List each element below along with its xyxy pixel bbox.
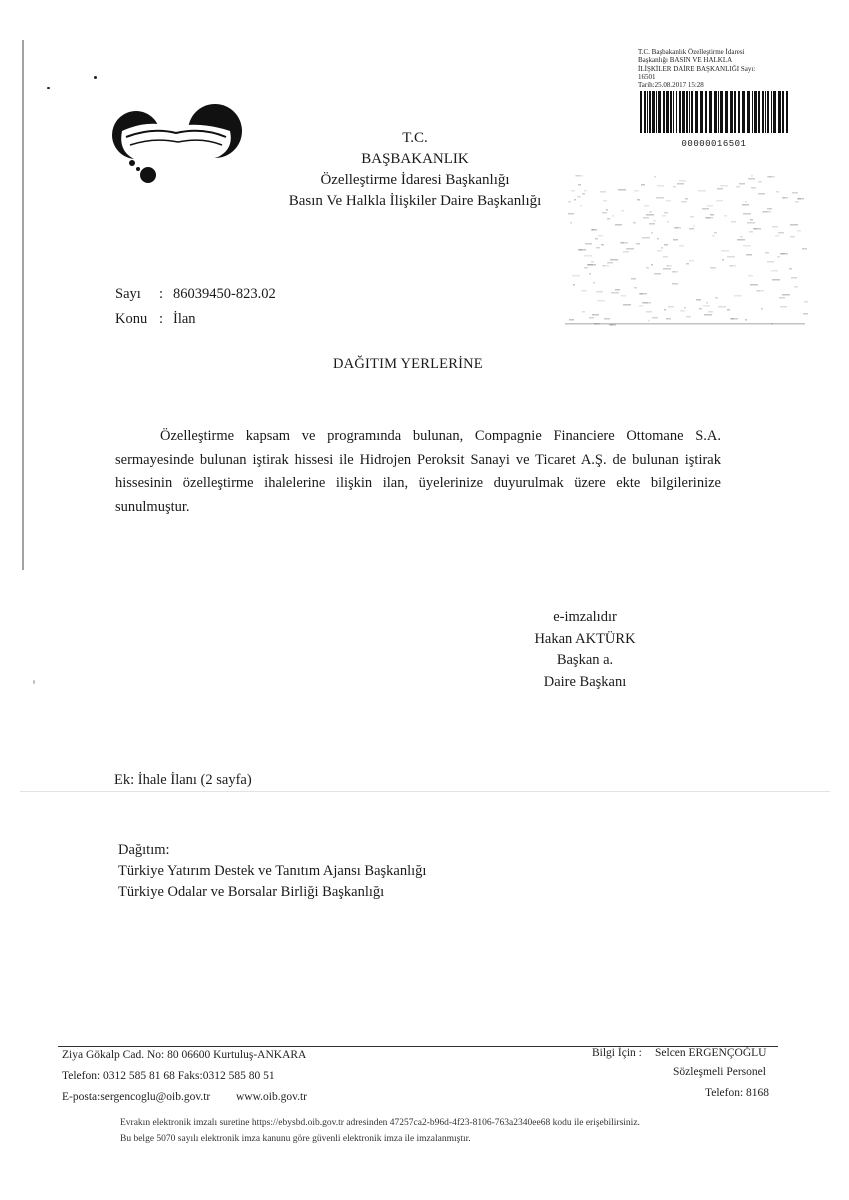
- redaction-noise: [643, 302, 651, 304]
- redaction-noise: [602, 212, 607, 214]
- barcode-bar: [718, 91, 719, 133]
- redaction-noise: [771, 270, 778, 272]
- redaction-noise: [679, 245, 684, 247]
- redaction-noise: [578, 184, 581, 186]
- redaction-noise: [637, 199, 640, 201]
- redaction-noise: [621, 210, 624, 212]
- stamp-line: İLİŞKİLER DAİRE BAŞKANLIĞI Sayı:: [638, 64, 756, 73]
- header-line: Özelleştirme İdaresi Başkanlığı: [320, 172, 510, 188]
- barcode-bar: [778, 91, 781, 133]
- konu-label: Konu: [115, 311, 148, 327]
- redaction-noise: [715, 297, 718, 299]
- redaction-noise: [634, 287, 637, 289]
- redaction-noise: [672, 283, 678, 285]
- redaction-noise: [781, 253, 788, 255]
- redaction-noise: [588, 264, 596, 266]
- footer-email: E-posta:sergencoglu@oib.gov.tr: [62, 1091, 211, 1103]
- redaction-noise: [702, 208, 709, 210]
- barcode-bar: [714, 91, 717, 133]
- redaction-noise: [751, 187, 756, 189]
- redaction-noise: [776, 191, 779, 193]
- redaction-noise: [651, 264, 653, 266]
- redaction-noise: [595, 238, 598, 240]
- redaction-noise: [722, 259, 724, 261]
- barcode-bar: [649, 91, 651, 133]
- barcode-bar: [705, 91, 707, 133]
- redaction-noise: [581, 290, 587, 292]
- redaction-noise: [582, 311, 585, 313]
- redaction-noise: [720, 185, 728, 187]
- reference-subject: [115, 310, 196, 328]
- redaction-noise: [611, 292, 619, 294]
- barcode-bar: [700, 91, 703, 133]
- redaction-noise: [572, 275, 580, 277]
- redaction-noise: [686, 263, 689, 265]
- redaction-noise: [673, 186, 676, 188]
- redaction-noise: [710, 267, 716, 269]
- redaction-noise: [778, 232, 784, 234]
- redaction-noise: [597, 300, 605, 302]
- barcode: [638, 91, 790, 133]
- barcode-bar: [679, 91, 681, 133]
- redaction-noise: [677, 183, 684, 185]
- redaction-noise: [681, 201, 687, 203]
- barcode-bar: [752, 91, 753, 133]
- redaction-noise: [593, 282, 595, 284]
- redaction-noise: [746, 254, 752, 256]
- barcode-bar: [765, 91, 766, 133]
- redaction-noise: [649, 223, 655, 225]
- redaction-noise: [576, 175, 583, 177]
- barcode-bar: [676, 91, 677, 133]
- barcode-bar: [730, 91, 733, 133]
- redaction-noise: [649, 211, 652, 213]
- attachment-note: Ek: İhale İlanı (2 sayfa): [114, 772, 252, 788]
- footer-address: Ziya Gökalp Cad. No: 80 06600 Kurtuluş-ANKARA: [62, 1049, 307, 1061]
- redaction-noise: [607, 262, 613, 264]
- redaction-noise: [633, 222, 636, 224]
- redaction-noise: [582, 193, 585, 195]
- barcode-bar: [686, 91, 688, 133]
- redaction-noise: [797, 230, 801, 232]
- redaction-noise: [750, 284, 758, 286]
- redaction-noise: [663, 268, 671, 270]
- oib-logo: [108, 97, 248, 187]
- redaction-noise: [740, 236, 743, 238]
- redaction-noise: [780, 306, 787, 308]
- redaction-noise: [767, 208, 772, 210]
- barcode-bar: [640, 91, 642, 133]
- redaction-noise: [592, 314, 599, 316]
- redaction-noise: [657, 185, 664, 187]
- redaction-noise: [729, 265, 733, 267]
- redaction-noise: [792, 224, 798, 226]
- redaction-noise: [742, 204, 749, 206]
- distribution-item: Türkiye Odalar ve Borsalar Birliği Başkanlığı: [118, 884, 385, 900]
- redaction-noise: [648, 320, 650, 322]
- barcode-bar: [652, 91, 655, 133]
- stamp-line: 16501: [638, 72, 656, 81]
- recipient-heading: DAĞITIM YERLERİNE: [333, 356, 483, 372]
- redaction-noise: [782, 294, 790, 296]
- redaction-noise: [689, 260, 694, 262]
- redaction-noise: [646, 311, 652, 313]
- redaction-noise: [745, 319, 747, 321]
- redaction-noise: [704, 314, 712, 316]
- redaction-noise: [761, 308, 763, 310]
- redaction-noise: [674, 227, 678, 229]
- signature-line: Başkan a.: [556, 652, 614, 668]
- redaction-noise: [743, 213, 751, 215]
- redaction-noise: [604, 318, 610, 320]
- redaction-noise: [777, 256, 780, 258]
- redaction-noise: [664, 244, 668, 246]
- barcode-bar: [767, 91, 769, 133]
- redaction-noise: [731, 318, 734, 320]
- signature-line: e-imzalıdır: [553, 609, 617, 625]
- redaction-noise: [698, 190, 706, 192]
- letter-body: Özelleştirme kapsam ve programında bulunan, Compagnie Financiere Ottomane S.A. sermayesinde bulunan iştirak hissesi ile Hidrojen Peroksit Sanayi ve Ticaret A.Ş. de bulunan iştirak hissesinin özelleştirme ihalelerine ilişkin ilan, üyelerinize duyurulmak üzere ekte bilgilerinize sunulmuştur.: [115, 428, 721, 515]
- barcode-bar: [786, 91, 788, 133]
- redaction-noise: [584, 190, 587, 192]
- redaction-noise: [795, 201, 799, 203]
- redaction-noise: [734, 295, 742, 297]
- redaction-noise: [666, 200, 671, 202]
- redaction-noise: [748, 275, 753, 277]
- redaction-noise: [654, 176, 656, 178]
- barcode-bar: [742, 91, 745, 133]
- redaction-noise: [621, 295, 626, 297]
- redaction-noise: [679, 180, 686, 182]
- redaction-noise: [727, 256, 735, 258]
- redaction-noise: [646, 267, 649, 269]
- redaction-noise: [591, 261, 594, 263]
- redaction-noise: [686, 316, 691, 318]
- redaction-noise: [621, 242, 624, 244]
- esignature-law-note: Bu belge 5070 sayılı elektronik imza kanunu göre güvenli elektronik imza ile imzalanmıştır.: [120, 1134, 471, 1144]
- distribution-title: Dağıtım:: [118, 842, 170, 858]
- redaction-noise: [803, 313, 808, 315]
- barcode-bar: [738, 91, 740, 133]
- barcode-number: 00000016501: [681, 139, 747, 150]
- redaction-noise: [680, 310, 685, 312]
- redaction-noise: [584, 267, 588, 269]
- barcode-bar: [782, 91, 784, 133]
- redaction-noise: [589, 317, 594, 319]
- redaction-noise: [654, 273, 661, 275]
- redaction-noise: [646, 214, 654, 216]
- barcode-bar: [691, 91, 693, 133]
- redaction-noise: [651, 232, 653, 234]
- redaction-noise: [636, 243, 640, 245]
- info-phone: Telefon: 8168: [705, 1087, 770, 1099]
- barcode-bar: [647, 91, 648, 133]
- redaction-noise: [767, 261, 774, 263]
- barcode-bar: [689, 91, 690, 133]
- barcode-bar: [695, 91, 698, 133]
- scan-rule: [20, 791, 830, 792]
- redaction-noise: [640, 293, 643, 295]
- header-line: BAŞBAKANLIK: [361, 151, 469, 167]
- info-title: Sözleşmeli Personel: [673, 1066, 766, 1078]
- redaction-noise: [772, 226, 778, 228]
- redaction-noise: [743, 245, 751, 247]
- redaction-noise: [603, 200, 607, 202]
- redaction-noise: [707, 205, 713, 207]
- redaction-noise: [626, 248, 634, 250]
- redaction-noise: [656, 197, 664, 199]
- redaction-noise: [574, 199, 576, 201]
- redaction-noise: [668, 306, 674, 308]
- redaction-noise: [569, 319, 574, 321]
- redaction-noise: [737, 239, 745, 241]
- info-label: Bilgi İçin :: [592, 1047, 642, 1059]
- redaction-noise: [589, 273, 591, 275]
- redaction-noise: [802, 248, 807, 250]
- redaction-noise: [666, 265, 669, 267]
- redaction-noise: [765, 252, 769, 254]
- redaction-noise: [623, 251, 629, 253]
- redaction-noise: [706, 302, 708, 304]
- redaction-noise: [775, 235, 779, 237]
- redaction-noise: [798, 198, 804, 200]
- redaction-noise: [804, 301, 808, 303]
- redaction-noise: [757, 290, 760, 292]
- verification-note: Evrakın elektronik imzalı suretine https://ebysbd.oib.gov.tr adresinden 47257ca2-b96d-4f23-8106-763a2340ee68 kodu ile erişebilirsiniz.: [120, 1118, 640, 1128]
- redaction-noise: [739, 183, 745, 185]
- header-line: T.C.: [402, 130, 428, 146]
- redaction-noise: [747, 222, 755, 224]
- barcode-bar: [644, 91, 646, 133]
- redaction-noise: [721, 250, 729, 252]
- redaction-noise: [690, 216, 694, 218]
- redaction-noise: [748, 178, 755, 180]
- scan-speck: [47, 87, 50, 89]
- reference-number: [115, 285, 276, 303]
- redaction-noise: [750, 219, 753, 221]
- redaction-noise: [615, 224, 622, 226]
- redaction-noise: [584, 255, 592, 257]
- institution-header: [260, 128, 570, 212]
- redaction-noise: [577, 196, 581, 198]
- redaction-noise: [601, 244, 604, 246]
- redaction-noise: [568, 201, 571, 203]
- barcode-bar: [771, 91, 772, 133]
- redaction-noise: [568, 213, 574, 215]
- redaction-noise: [783, 197, 788, 199]
- redaction-noise: [685, 198, 688, 200]
- redaction-noise: [623, 304, 631, 306]
- redaction-noise: [620, 189, 626, 191]
- separator: :: [159, 286, 164, 302]
- redaction-noise: [792, 192, 798, 194]
- sayi-label: Sayı: [115, 286, 141, 302]
- redaction-noise: [657, 250, 662, 252]
- redaction-noise: [653, 220, 656, 222]
- redaction-noise: [745, 201, 747, 203]
- barcode-bar: [758, 91, 760, 133]
- redaction-noise: [789, 268, 792, 270]
- redaction-noise: [696, 299, 701, 301]
- redaction-noise: [663, 256, 668, 258]
- stamp-line: Tarih:25.08.2017 15:28: [638, 81, 704, 90]
- redaction-noise: [585, 243, 592, 245]
- redaction-noise: [779, 297, 785, 299]
- redaction-noise: [610, 259, 618, 261]
- konu-value: İlan: [173, 311, 196, 327]
- redaction-noise: [565, 323, 805, 325]
- redaction-noise: [754, 228, 757, 230]
- redaction-noise: [716, 200, 723, 202]
- redaction-noise: [607, 218, 610, 220]
- stamp-line: Başkanlığı BASIN VE HALKLA: [638, 56, 733, 65]
- scan-speck: [33, 680, 35, 684]
- barcode-bar: [747, 91, 750, 133]
- redaction-noise: [790, 236, 795, 238]
- redaction-noise: [673, 239, 678, 241]
- barcode-bar: [709, 91, 712, 133]
- redaction-noise: [631, 278, 636, 280]
- redaction-noise: [689, 228, 694, 230]
- barcode-bar: [673, 91, 674, 133]
- redaction-noise: [693, 225, 695, 227]
- signature-block: [520, 607, 650, 693]
- redaction-noise: [639, 305, 643, 307]
- redaction-noise: [591, 229, 594, 231]
- redaction-noise: [794, 286, 798, 288]
- redaction-noise: [661, 247, 663, 249]
- redaction-noise: [641, 184, 645, 186]
- redaction-noise: [600, 191, 606, 193]
- header-line: Basın Ve Halkla İlişkiler Daire Başkanlığı: [288, 193, 542, 209]
- redaction-noise: [731, 221, 736, 223]
- redaction-noise: [570, 222, 572, 224]
- redacted-area: [565, 170, 810, 330]
- distribution-list: [118, 840, 426, 903]
- sayi-value: 86039450-823.02: [173, 286, 276, 302]
- barcode-bar: [762, 91, 764, 133]
- redaction-noise: [596, 247, 600, 249]
- redaction-noise: [718, 306, 726, 308]
- redaction-noise: [652, 317, 658, 319]
- redaction-noise: [699, 308, 702, 310]
- redaction-noise: [618, 189, 620, 191]
- redaction-noise: [791, 277, 797, 279]
- redaction-noise: [606, 209, 608, 211]
- barcode-bar: [663, 91, 665, 133]
- redaction-noise: [664, 212, 668, 214]
- redaction-noise: [615, 289, 620, 291]
- redaction-noise: [644, 205, 649, 207]
- redaction-noise: [772, 279, 780, 281]
- redaction-noise: [714, 232, 717, 234]
- redaction-noise: [596, 291, 603, 293]
- redaction-noise: [749, 231, 753, 233]
- redaction-noise: [571, 190, 575, 192]
- barcode-bar: [754, 91, 757, 133]
- redaction-noise: [657, 238, 659, 240]
- redaction-noise: [684, 307, 686, 309]
- redaction-noise: [727, 309, 730, 311]
- barcode-bar: [734, 91, 736, 133]
- redaction-noise: [763, 211, 771, 213]
- scan-edge-line: [22, 40, 24, 570]
- redaction-noise: [705, 217, 710, 219]
- redaction-noise: [751, 175, 753, 177]
- info-name: Selcen ERGENÇOĞLU: [655, 1047, 767, 1059]
- redaction-noise: [703, 305, 710, 307]
- signature-line: Daire Başkanı: [543, 673, 627, 690]
- redaction-noise: [662, 215, 666, 217]
- barcode-bar: [720, 91, 723, 133]
- redaction-noise: [573, 284, 575, 286]
- barcode-bar: [658, 91, 661, 133]
- redaction-noise: [712, 235, 715, 237]
- redaction-noise: [643, 217, 649, 219]
- signature-line: Hakan AKTÜRK: [534, 630, 636, 647]
- redaction-noise: [717, 188, 723, 190]
- redaction-noise: [673, 271, 678, 273]
- separator: :: [159, 311, 164, 327]
- barcode-bar: [656, 91, 657, 133]
- footer-website: www.oib.gov.tr: [236, 1091, 308, 1103]
- redaction-noise: [598, 235, 603, 237]
- footer-phone-fax: Telefon: 0312 585 81 68 Faks:0312 585 80 51: [62, 1070, 275, 1082]
- redaction-noise: [664, 309, 666, 311]
- redaction-noise: [580, 205, 582, 207]
- barcode-bar: [682, 91, 685, 133]
- redaction-noise: [710, 214, 714, 216]
- barcode-bar: [773, 91, 776, 133]
- redaction-noise: [767, 176, 772, 178]
- redaction-noise: [758, 181, 762, 183]
- redaction-noise: [612, 215, 614, 217]
- redaction-noise: [758, 193, 765, 195]
- barcode-bar: [670, 91, 672, 133]
- redaction-noise: [736, 186, 740, 188]
- redaction-noise: [603, 265, 605, 267]
- redaction-noise: [634, 190, 639, 192]
- scan-speck: [94, 76, 97, 79]
- barcode-bar: [666, 91, 669, 133]
- redaction-noise: [642, 237, 650, 239]
- redaction-noise: [667, 221, 669, 223]
- stamp-line: T.C. Başbakanlık Özelleştirme İdaresi: [638, 48, 745, 56]
- barcode-bar: [725, 91, 728, 133]
- registry-stamp: [638, 48, 798, 149]
- redaction-noise: [790, 224, 792, 226]
- redaction-noise: [666, 318, 671, 320]
- redaction-noise: [724, 215, 727, 217]
- redaction-noise: [708, 311, 713, 313]
- distribution-item: Türkiye Yatırım Destek ve Tanıtım Ajansı Başkanlığı: [118, 863, 427, 879]
- redaction-noise: [579, 249, 582, 251]
